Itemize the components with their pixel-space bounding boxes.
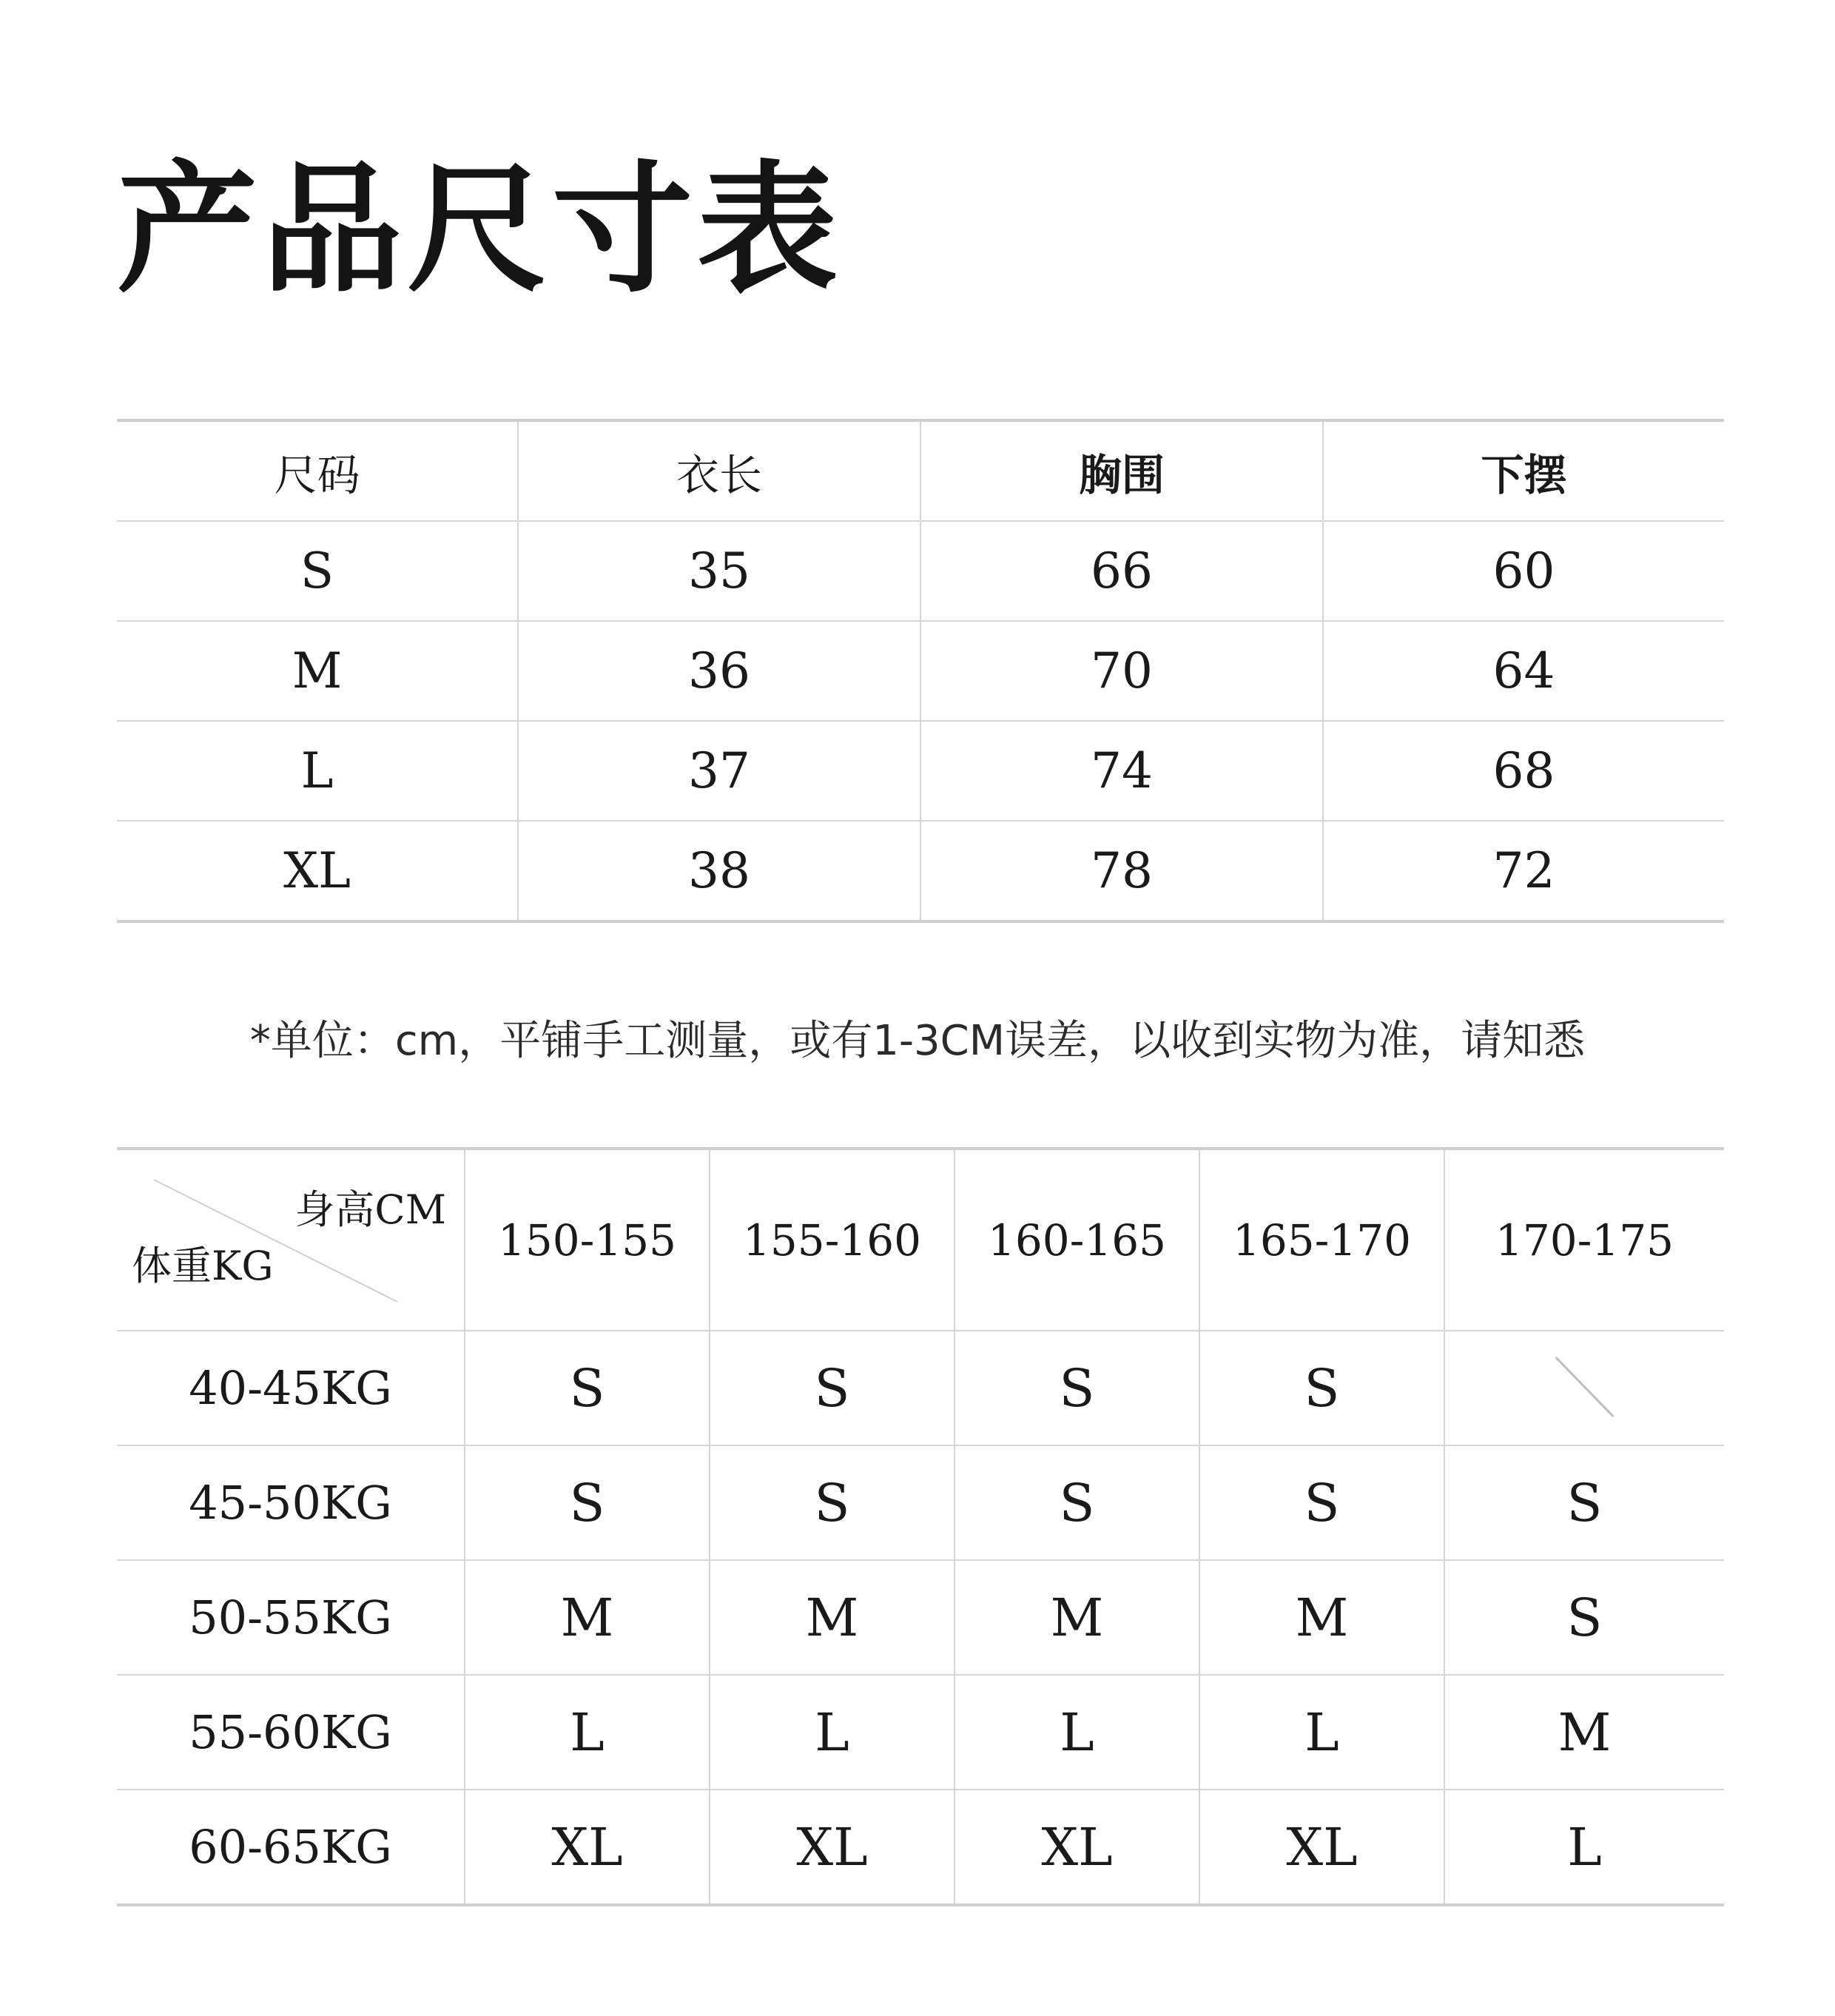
height-range-header: 150-155: [465, 1149, 710, 1331]
size-cell: S: [117, 521, 518, 621]
recommended-size-cell: M: [1199, 1560, 1444, 1675]
weight-range-label: 50-55KG: [117, 1560, 465, 1675]
recommended-size-cell: M: [710, 1560, 954, 1675]
hem-cell: 64: [1323, 621, 1724, 721]
length-cell: 37: [518, 721, 920, 821]
slash-mark-icon: [1445, 1331, 1724, 1445]
recommended-size-cell: XL: [710, 1790, 954, 1905]
recommended-size-cell: S: [465, 1331, 710, 1445]
header-size: 尺码: [117, 420, 518, 521]
recommended-size-cell: M: [465, 1560, 710, 1675]
recommended-size-cell: S: [954, 1445, 1199, 1560]
hem-cell: 72: [1323, 821, 1724, 921]
height-range-header: 160-165: [954, 1149, 1199, 1331]
weight-range-label: 45-50KG: [117, 1445, 465, 1560]
recommended-size-cell: XL: [465, 1790, 710, 1905]
recommended-size-cell: S: [1444, 1560, 1724, 1675]
header-chest: 胸围: [920, 420, 1323, 521]
length-cell: 36: [518, 621, 920, 721]
recommended-size-cell: S: [954, 1331, 1199, 1445]
recommended-size-cell: XL: [1199, 1790, 1444, 1905]
recommended-size-cell: L: [1444, 1790, 1724, 1905]
recommended-size-cell: XL: [954, 1790, 1199, 1905]
table-row: [117, 721, 1724, 821]
recommended-size-cell: L: [1199, 1675, 1444, 1790]
chest-cell: 66: [920, 521, 1323, 621]
table-row: [117, 1560, 1724, 1675]
recommended-size-cell: S: [465, 1445, 710, 1560]
size-recommendation-table: [117, 1147, 1724, 1906]
table-row: [117, 521, 1724, 621]
size-chart-table: [117, 419, 1724, 923]
size-chart-header-row: [117, 420, 1724, 521]
recommended-size-cell: L: [954, 1675, 1199, 1790]
chest-cell: 78: [920, 821, 1323, 921]
recommended-size-cell: S: [1199, 1331, 1444, 1445]
header-hem: 下摆: [1323, 420, 1724, 521]
length-cell: 35: [518, 521, 920, 621]
chest-cell: 74: [920, 721, 1323, 821]
page-title: 产品尺寸表: [117, 147, 843, 312]
recommended-size-cell: M: [954, 1560, 1199, 1675]
recommended-size-cell: S: [710, 1445, 954, 1560]
not-applicable-cell: [1444, 1331, 1724, 1445]
weight-range-label: 40-45KG: [117, 1331, 465, 1445]
height-header-row: [117, 1149, 1724, 1331]
recommended-size-cell: S: [710, 1331, 954, 1445]
table-row: [117, 1331, 1724, 1445]
hem-cell: 68: [1323, 721, 1724, 821]
table-row: [117, 1790, 1724, 1905]
measurement-note: *单位：cm，平铺手工测量，或有1-3CM误差，以收到实物为准，请知悉: [249, 1017, 1586, 1065]
table-row: [117, 1675, 1724, 1790]
recommended-size-cell: L: [465, 1675, 710, 1790]
chest-cell: 70: [920, 621, 1323, 721]
height-axis-label: 身高CM: [294, 1186, 446, 1233]
table-row: [117, 821, 1724, 921]
recommended-size-cell: S: [1199, 1445, 1444, 1560]
size-cell: M: [117, 621, 518, 721]
size-cell: XL: [117, 821, 518, 921]
header-length: 衣长: [518, 420, 920, 521]
height-range-header: 170-175: [1444, 1149, 1724, 1331]
table-row: [117, 1445, 1724, 1560]
weight-axis-label: 体重KG: [132, 1243, 274, 1289]
weight-range-label: 55-60KG: [117, 1675, 465, 1790]
corner-header-cell: [117, 1149, 465, 1331]
height-range-header: 155-160: [710, 1149, 954, 1331]
recommended-size-cell: S: [1444, 1445, 1724, 1560]
length-cell: 38: [518, 821, 920, 921]
recommended-size-cell: M: [1444, 1675, 1724, 1790]
size-cell: L: [117, 721, 518, 821]
hem-cell: 60: [1323, 521, 1724, 621]
height-range-header: 165-170: [1199, 1149, 1444, 1331]
table-row: [117, 621, 1724, 721]
recommended-size-cell: L: [710, 1675, 954, 1790]
weight-range-label: 60-65KG: [117, 1790, 465, 1905]
